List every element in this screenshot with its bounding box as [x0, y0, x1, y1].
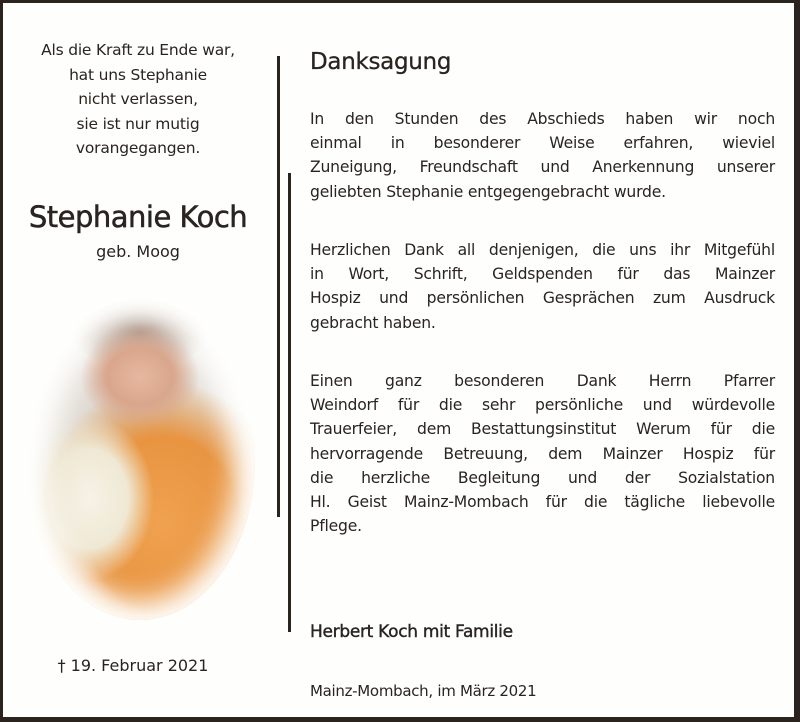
paragraph-1: [310, 107, 775, 204]
text-line: gebracht haben.: [310, 313, 436, 332]
text-line: geliebten Stephanie entgegengebracht wurde.: [310, 182, 666, 201]
paragraph-2: [310, 238, 775, 335]
text-line: hervorragende Betreuung, dem Mainzer Hospiz für: [310, 444, 775, 463]
text-line: Pflege.: [310, 517, 362, 536]
place-and-date: Mainz-Mombach, im März 2021: [310, 682, 537, 700]
text-line: In den Stunden des Abschieds haben wir noch: [310, 110, 775, 128]
text-line: Trauerfeier, dem Bestattungsinstitut Werum für die: [310, 420, 775, 439]
text-line: Hl. Geist Mainz-Mombach für die tägliche liebevolle: [310, 493, 775, 512]
death-date: † 19. Februar 2021: [57, 656, 209, 675]
divider-line: [288, 173, 291, 632]
paragraph-3: [310, 369, 775, 538]
motto-line: nicht verlassen,: [78, 90, 198, 108]
obituary-card: [3, 3, 794, 717]
motto-line: Als die Kraft zu Ende war,: [41, 41, 235, 59]
heading-danksagung: Danksagung: [310, 49, 452, 75]
text-line: Zuneigung, Freundschaft und Anerkennung unserer: [310, 158, 775, 177]
motto-line: vorangegangen.: [75, 139, 201, 157]
birth-name: geb. Moog: [96, 242, 180, 261]
text-line: in Wort, Schrift, Geldspenden für das Mainzer: [310, 265, 775, 284]
text-line: Einen ganz besonderen Dank Herrn Pfarrer: [310, 372, 775, 390]
divider-line: [277, 56, 280, 517]
text-line: Hospiz und persönlichen Gesprächen zum Ausdruck: [310, 289, 775, 308]
signature: Herbert Koch mit Familie: [310, 622, 513, 642]
text-line: einmal in besonderer Weise erfahren, wieviel: [310, 134, 775, 153]
portrait-photo: [25, 300, 255, 620]
deceased-name: Stephanie Koch: [28, 200, 248, 234]
motto-line: sie ist nur mutig: [76, 114, 200, 133]
text-line: Herzlichen Dank all denjenigen, die uns ihr Mitgefühl: [310, 241, 775, 259]
text-line: die herzliche Begleitung und der Sozialstation: [310, 468, 775, 487]
motto-line: hat uns Stephanie: [69, 65, 207, 84]
text-line: Weindorf für die sehr persönliche und würdevolle: [310, 396, 775, 415]
motto-verse: [13, 38, 263, 161]
